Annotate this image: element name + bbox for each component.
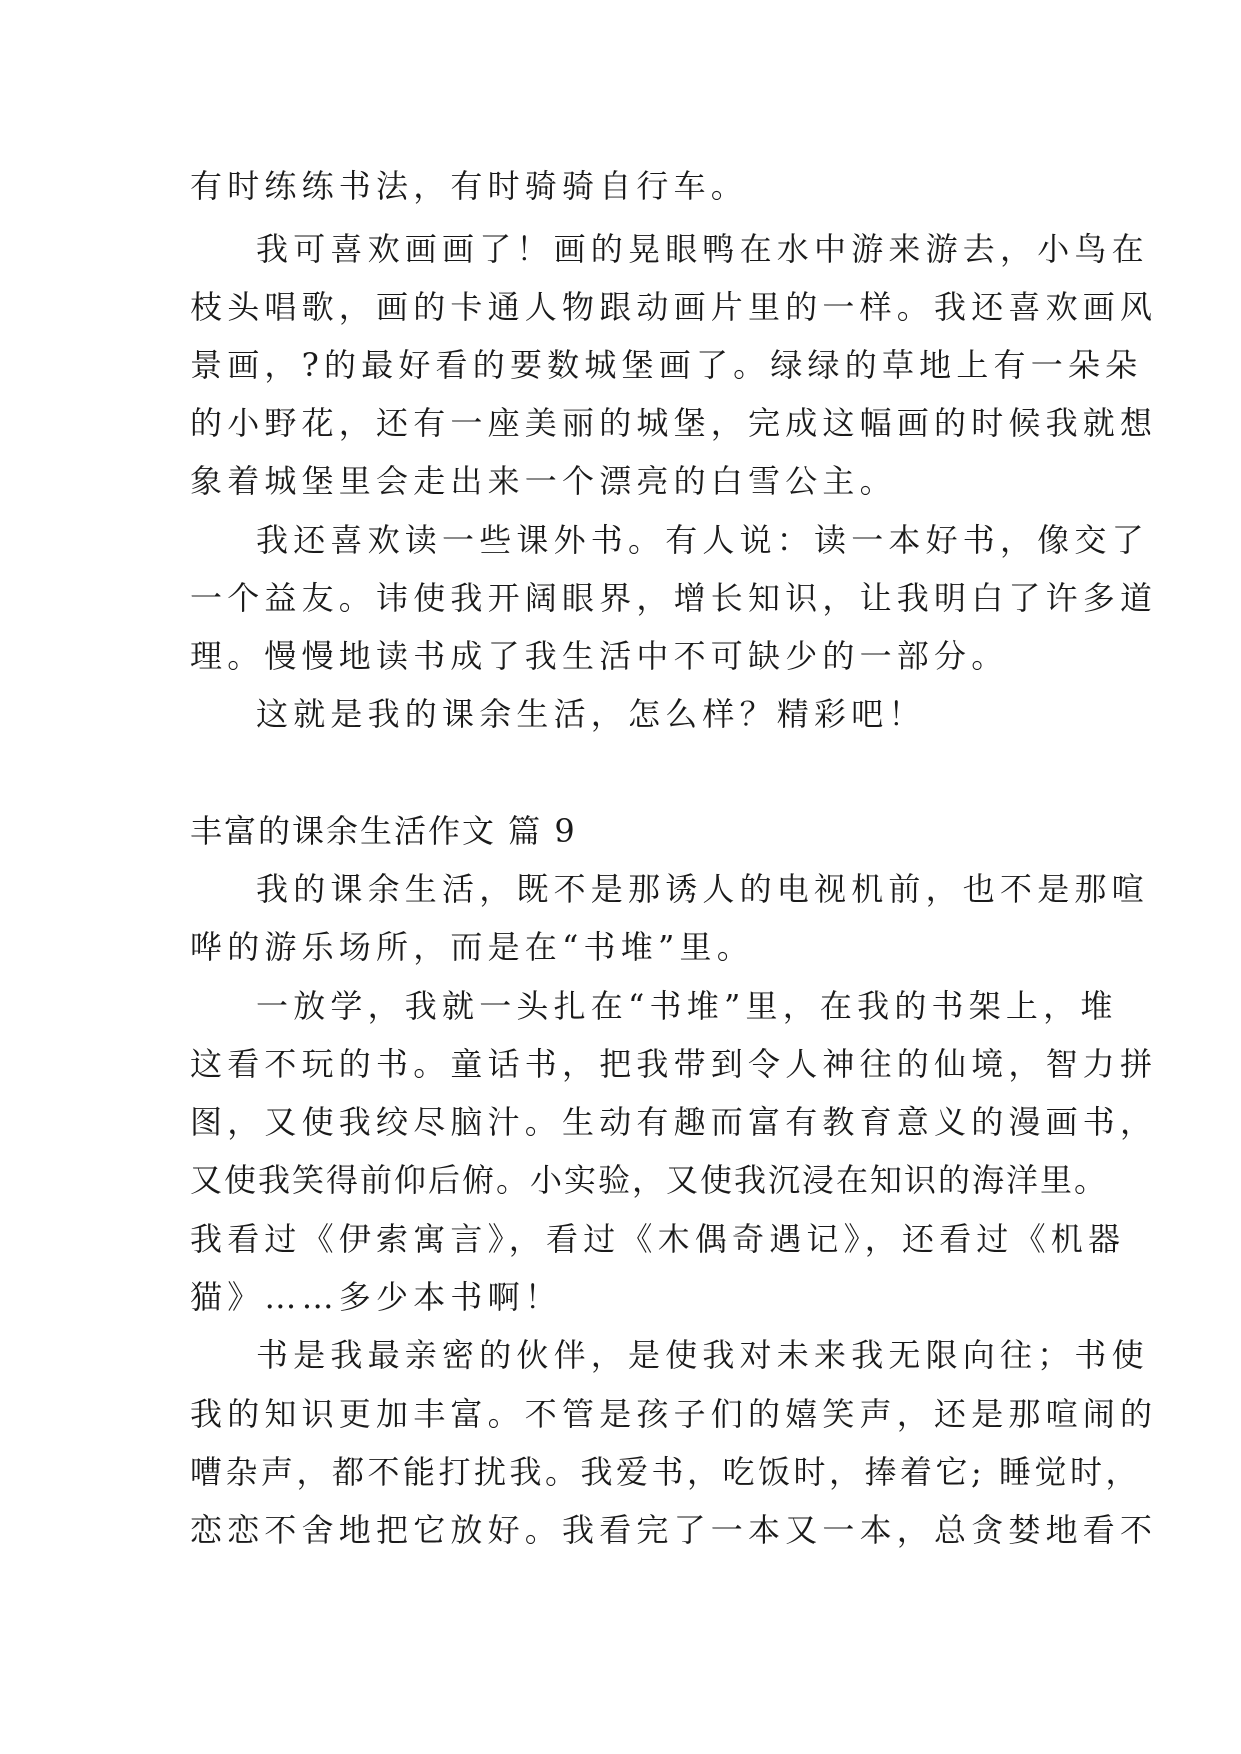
paragraph-line: 我还喜欢读一些课外书。有人说：读一本好书，像交了 — [256, 521, 1149, 559]
paragraph-line: 书是我最亲密的伙伴，是使我对未来我无限向往；书使 — [256, 1336, 1149, 1374]
paragraph-line: 景画，?的最好看的要数城堡画了。绿绿的草地上有一朵朵 — [190, 346, 1143, 384]
paragraph-line: 一放学，我就一头扎在“书堆”里，在我的书架上，堆 — [256, 987, 1118, 1025]
paragraph-line: 一个益友。讳使我开阔眼界，增长知识，让我明白了许多道 — [190, 579, 1158, 617]
paragraph-line: 象着城堡里会走出来一个漂亮的白雪公主。 — [190, 462, 897, 500]
paragraph-line: 猫》……多少本书啊！ — [190, 1278, 563, 1316]
paragraph-line: 理。慢慢地读书成了我生活中不可缺少的一部分。 — [190, 637, 1009, 675]
paragraph-line: 恋恋不舍地把它放好。我看完了一本又一本，总贪婪地看不 — [190, 1511, 1158, 1549]
paragraph-line: 我看过《伊索寓言》，看过《木偶奇遇记》，还看过《机器 — [190, 1220, 1126, 1258]
paragraph-line: 哗的游乐场所，而是在“书堆”里。 — [190, 928, 754, 966]
paragraph-line: 有时练练书法，有时骑骑自行车。 — [190, 167, 749, 205]
paragraph-line: 图，又使我绞尽脑汁。生动有趣而富有教育意义的漫画书， — [190, 1103, 1158, 1141]
paragraph-line: 我可喜欢画画了！画的晃眼鸭在水中游来游去，小鸟在 — [256, 230, 1149, 268]
paragraph-line: 我的知识更加丰富。不管是孩子们的嬉笑声，还是那喧闹的 — [190, 1395, 1158, 1433]
paragraph-line: 嘈杂声，都不能打扰我。我爱书，吃饭时，捧着它; 睡觉时， — [190, 1453, 1141, 1491]
paragraph-line: 这看不玩的书。童话书，把我带到令人神往的仙境，智力拼 — [190, 1045, 1158, 1083]
section-heading: 丰富的课余生活作文 篇 9 — [190, 812, 577, 850]
paragraph-line: 的小野花，还有一座美丽的城堡，完成这幅画的时候我就想 — [190, 404, 1158, 442]
paragraph-line: 这就是我的课余生活，怎么样？精彩吧！ — [256, 695, 926, 733]
paragraph-line: 枝头唱歌，画的卡通人物跟动画片里的一样。我还喜欢画风 — [190, 288, 1158, 326]
paragraph-line: 我的课余生活，既不是那诱人的电视机前，也不是那喧 — [256, 870, 1149, 908]
paragraph-line: 又使我笑得前仰后俯。小实验，又使我沉浸在知识的海洋里。 — [190, 1161, 1109, 1199]
